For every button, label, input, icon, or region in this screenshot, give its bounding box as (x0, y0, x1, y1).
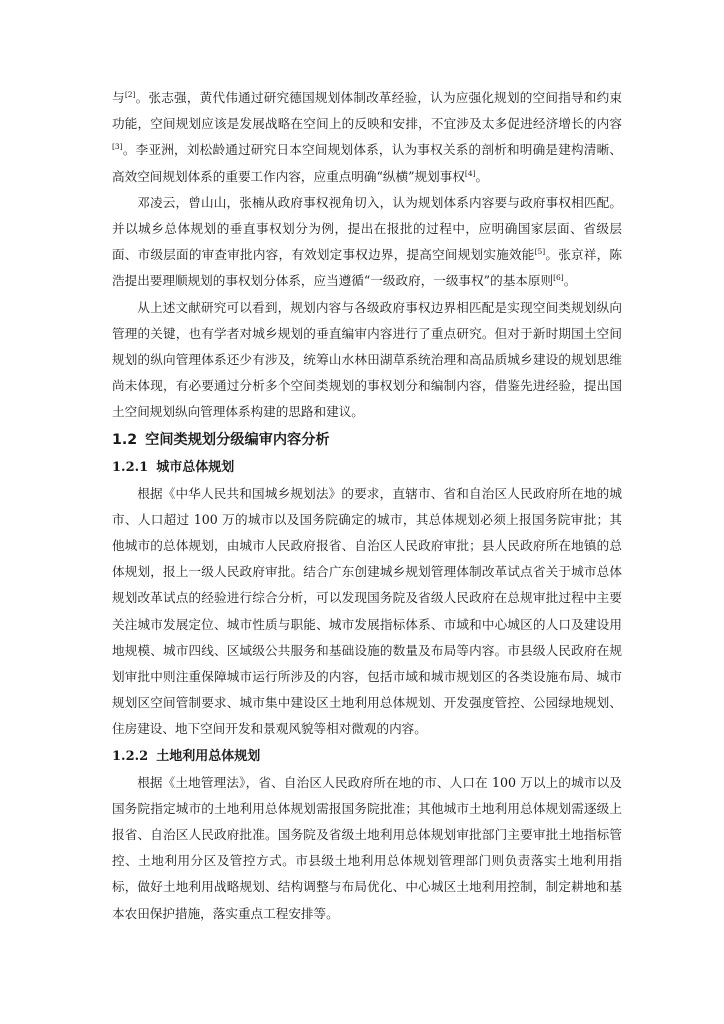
subsection-number: 1.2.1 (112, 459, 149, 475)
section-heading-1-2 (112, 427, 622, 454)
paragraph-summary: 从上述文献研究可以看到，规划内容与各级政府事权边界相匹配是实现空间类规划纵向管理的关键，也有学者对城乡规划的垂直编审内容进行了重点研究。但对于新时期国土空间规划的纵向管理体系还少有涉及，统筹山水林田湖草系统治理和高品质城乡建设的规划思维尚未体现，有必要通过分析多个空间类规划的事权划分和编制内容，借鉴先进经验，提出国土空间规划纵向管理体系构建的思路和建议。 (112, 299, 622, 420)
paragraph-urban-master-plan: 根据《中华人民共和国城乡规划法》的要求，直辖市、省和自治区人民政府所在地的城市、人口超过 100 万的城市以及国务院确定的城市，其总体规划必须上报国务院审批；其他城市的总体规划，由城市人民政府报省、自治区人民政府审批；县人民政府所在地镇的总体规划，报上一级人民政府审批。结合广东创建城乡规划管理体制改革试点省关于城市总体规划改革试点的经验进行综合分析，可以发现国务院及省级人民政府在总规审批过程中主要关注城市发展定位、城市性质与职能、城市发展指标体系、市域和中心城区的人口及建设用地规模、城市四线、区域级公共服务和基础设施的数量及布局等内容。市县级人民政府在规划审批中则注重保障城市运行所涉及的内容，包括市域和城市规划区的各类设施布局、城市规划区空间管制要求、城市集中建设区土地利用总体规划、开发强度管控、公园绿地规划、住房建设、地下空间开发和景观风貌等相对微观的内容。 (112, 485, 622, 737)
text-segment: 与 (112, 90, 125, 105)
citation-ref: [6] (553, 273, 564, 283)
text-segment: 。张京祥，陈浩提出要理顺规划的事权划分体系，应当遵循“一级政府，一级事权”的基本原则 (112, 247, 623, 289)
article-body (112, 85, 622, 927)
paragraph-literature-review (112, 85, 622, 190)
text-segment: 。李亚洲，刘松龄通过研究日本空间规划体系，认为事权关系的剖析和明确是建构清晰、高效空间规划体系的重要工作内容，应重点明确“纵横”规划事权 (112, 142, 622, 184)
section-number: 1.2 (112, 431, 138, 448)
text-segment: 邓凌云，曾山山，张楠从政府事权视角切入，认为规划体系内容要与政府事权相匹配。并以城乡总体规划的垂直事权划分为例，提出在报批的过程中，应明确国家层面、省级层面、市级层面的审查审批内容，有效划定事权边界，提高空间规划实施效能 (112, 194, 622, 263)
citation-ref: [5] (534, 247, 546, 257)
section-title: 空间类规划分级编审内容分析 (145, 431, 330, 448)
text-segment: 。 (475, 168, 489, 184)
paragraph-land-use-plan: 根据《土地管理法》，省、自治区人民政府所在地的市、人口在 100 万以上的城市以及国务院指定城市的土地利用总体规划需报国务院批准；其他城市土地利用总体规划需逐级上报省、自治区人民政府批准。国务院及省级土地利用总体规划审批部门主要审批土地指标管控、土地利用分区及管控方式。市县级土地利用总体规划管理部门则负责落实土地利用指标，做好土地利用战略规划、结构调整与布局优化、中心城区土地利用控制，制定耕地和基本农田保护措施，落实重点工程安排等。 (112, 774, 622, 921)
citation-ref: [2] (124, 89, 136, 99)
text-segment: 。 (563, 273, 577, 289)
subsection-heading-1-2-2 (112, 743, 622, 770)
subsection-title: 城市总体规划 (156, 459, 235, 475)
citation-ref: [3] (112, 142, 123, 152)
subsection-number: 1.2.2 (112, 748, 149, 764)
citation-ref: [4] (464, 168, 476, 178)
paragraph-authority-perspective (112, 190, 622, 295)
subsection-title: 土地利用总体规划 (156, 748, 261, 764)
subsection-heading-1-2-1 (112, 454, 622, 481)
text-segment: 。张志强，黄代伟通过研究德国规划体制改革经验，认为应强化规划的空间指导和约束功能，空间规划应该是发展战略在空间上的反映和安排，不宜涉及太多促进经济增长的内容 (112, 90, 623, 132)
